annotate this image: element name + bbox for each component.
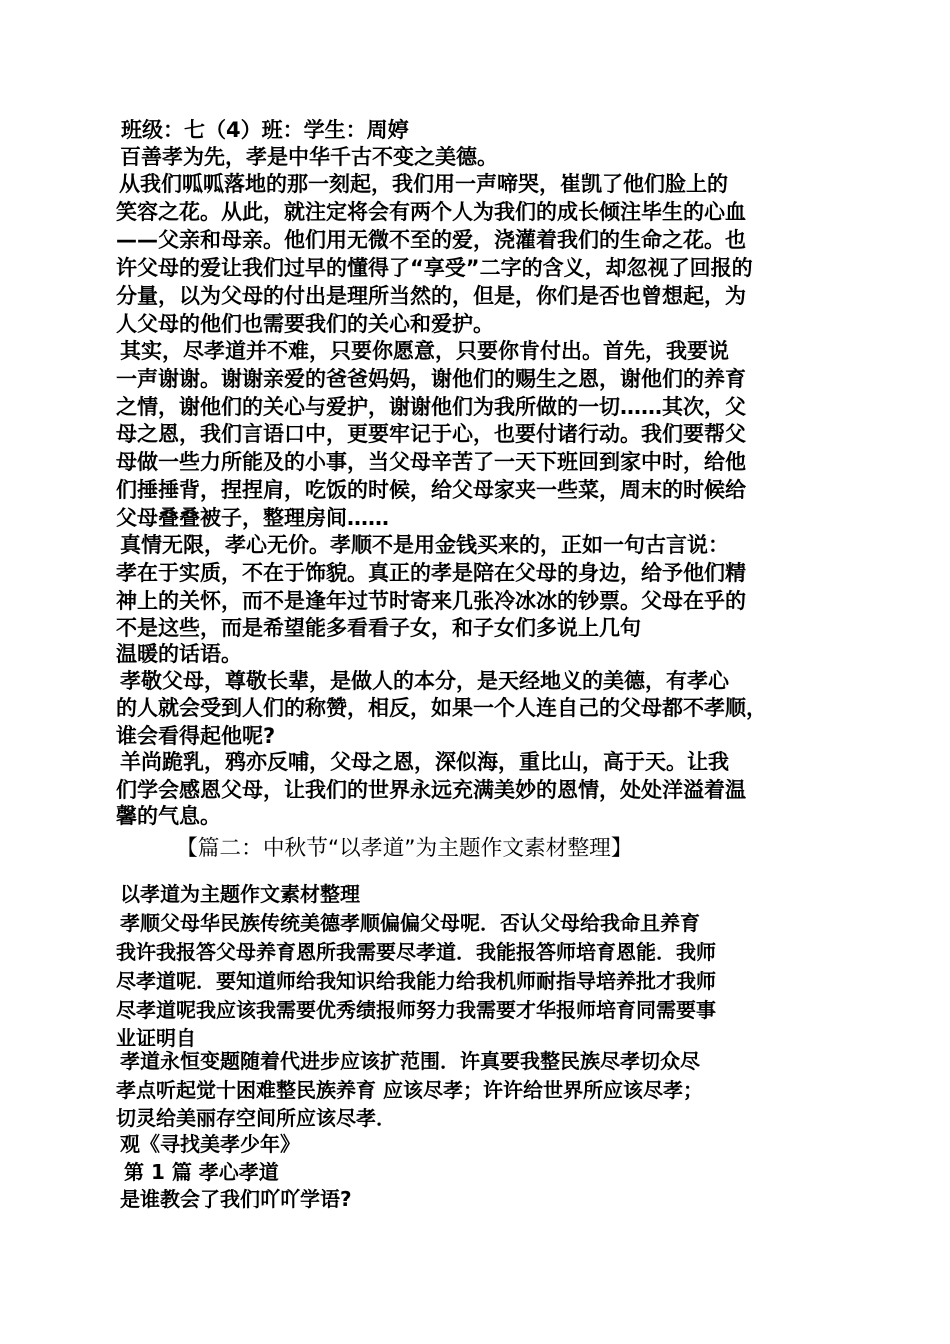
paragraph-line: 孝点听起觉十困难整民族养育 应该尽孝；许许给世界所应该尽孝； (116, 1078, 703, 1102)
header-line: 班级：七（4）班：学生：周婷 (121, 118, 409, 142)
paragraph-line: 温暖的话语。 (116, 642, 242, 666)
paragraph-line: 们学会感恩父母，让我们的世界永远充满美妙的恩情，处处洋溢着温 (116, 778, 746, 802)
paragraph-line: 真情无限，孝心无价。孝顺不是用金钱买来的，正如一句古言说： (120, 533, 729, 557)
paragraph-line: 一声谢谢。谢谢亲爱的爸爸妈妈，谢他们的赐生之恩，谢他们的养育 (116, 367, 746, 391)
paragraph-line: 孝道永恒变题随着代进步应该扩范围．许真要我整民族尽孝切众尽 (120, 1049, 700, 1073)
paragraph-line: 笑容之花。从此，就注定将会有两个人为我们的成长倾注毕生的心血 (116, 200, 746, 224)
paragraph-line: 母做一些力所能及的小事，当父母辛苦了一天下班回到家中时，给他 (116, 450, 746, 474)
paragraph-line: 人父母的他们也需要我们的关心和爱护。 (116, 312, 494, 336)
paragraph-line: 我许我报答父母养育恩所我需要尽孝道．我能报答师培育恩能．我师 (116, 940, 716, 964)
paragraph-line: 业证明自 (116, 1026, 196, 1050)
paragraph-line: 尽孝道呢我应该我需要优秀绩报师努力我需要才华报师培育同需要事 (116, 998, 716, 1022)
paragraph-line: 馨的气息。 (116, 804, 221, 828)
paragraph-line: 从我们呱呱落地的那一刻起，我们用一声啼哭，崔凯了他们脸上的 (119, 172, 728, 196)
paragraph-line: 第 1 篇 孝心孝道 (124, 1160, 279, 1184)
paragraph-line: 孝在于实质，不在于饰貌。真正的孝是陪在父母的身边，给予他们精 (116, 561, 746, 585)
paragraph-line: 母之恩，我们言语口中，更要牢记于心，也要付诸行动。我们要帮父 (116, 422, 746, 446)
paragraph-line: 以孝道为主题作文素材整理 (120, 882, 360, 906)
paragraph-line: 尽孝道呢．要知道师给我知识给我能力给我机师耐指导培养批才我师 (116, 969, 716, 993)
paragraph-line: ——父亲和母亲。他们用无微不至的爱，浇灌着我们的生命之花。也 (116, 228, 746, 252)
paragraph-line: 分量，以为父母的付出是理所当然的，但是，你们是否也曾想起，为 (116, 284, 746, 308)
paragraph-line: 其实，尽孝道并不难，只要你愿意，只要你肯付出。首先，我要说 (120, 339, 729, 363)
paragraph-line: 切灵给美丽存空间所应该尽孝． (116, 1106, 396, 1130)
paragraph-line: 父母叠叠被子，整理房间…… (116, 506, 389, 530)
paragraph-line: 百善孝为先，孝是中华千古不变之美德。 (120, 145, 498, 169)
paragraph-line: 谁会看得起他呢? (116, 724, 276, 748)
paragraph-line: 是谁教会了我们吖吖学语? (120, 1187, 352, 1211)
paragraph-line: 的人就会受到人们的称赞，相反，如果一个人连自己的父母都不孝顺， (116, 696, 767, 720)
paragraph-line: 之情，谢他们的关心与爱护，谢谢他们为我所做的一切……其次，父 (116, 395, 746, 419)
paragraph-line: 们捶捶背，捏捏肩，吃饭的时候，给父母家夹一些菜，周末的时候给 (116, 478, 746, 502)
paragraph-line: 羊尚跪乳，鸦亦反哺，父母之恩，深似海，重比山，高于天。让我 (120, 750, 729, 774)
paragraph-line: 神上的关怀，而不是逢年过节时寄来几张冷冰冰的钞票。父母在乎的 (116, 589, 746, 613)
paragraph-line: 许父母的爱让我们过早的懂得了“享受”二字的含义，却忽视了回报的 (116, 256, 753, 280)
paragraph-line: 观《寻找美孝少年》 (120, 1132, 300, 1156)
paragraph-line: 孝顺父母华民族传统美德孝顺偏偏父母呢．否认父母给我命且养育 (120, 911, 700, 935)
section-two-heading: 【篇二：中秋节“以孝道”为主题作文素材整理】 (176, 836, 633, 861)
paragraph-line: 不是这些，而是希望能多看看子女，和子女们多说上几句 (116, 616, 641, 640)
paragraph-line: 孝敬父母，尊敬长辈，是做人的本分，是天经地义的美德，有孝心 (120, 669, 729, 693)
